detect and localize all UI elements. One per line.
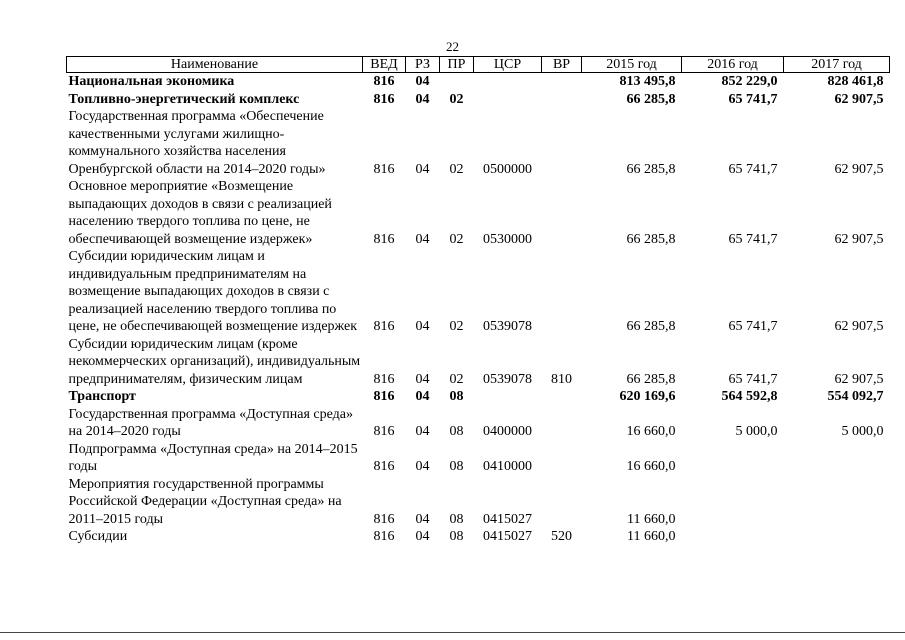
cell-csr: 0539078 [483, 319, 532, 334]
cell-vr [542, 248, 582, 336]
table-row [67, 388, 890, 406]
cell-name: Подпрограмма «Доступная среда» на 2014–2015 годы [68, 441, 358, 474]
cell-rz: 04 [415, 91, 430, 107]
cell-y2017 [784, 476, 890, 529]
cell-vr [542, 108, 582, 178]
table-row [67, 406, 890, 441]
cell-csr: 0415027 [483, 529, 532, 544]
cell-y2016: 564 592,8 [721, 389, 778, 404]
cell-rz: 04 [415, 529, 430, 544]
cell-ved: 816 [373, 529, 395, 544]
cell-y2016: 5 000,0 [735, 424, 778, 439]
cell-csr [474, 91, 542, 109]
cell-name: Государственная программа «Доступная среда» на 2014–2020 годы [68, 406, 353, 439]
cell-ved: 816 [373, 161, 395, 177]
cell-ved: 816 [373, 371, 395, 387]
cell-y2016 [682, 441, 784, 476]
cell-name: Основное мероприятие «Возмещение выпадающих доходов в связи с реализацией населению твердого топлива по цене, не обеспечивающей возмещение издержек» [68, 179, 332, 247]
table-row [67, 476, 890, 529]
cell-vr: 810 [551, 371, 572, 387]
cell-y2017 [784, 528, 890, 546]
header-csr: ЦСР [474, 57, 542, 73]
header-pr: ПР [440, 57, 474, 73]
cell-y2016: 65 741,7 [728, 91, 778, 107]
cell-ved: 816 [373, 511, 395, 527]
cell-pr: 02 [449, 161, 464, 177]
page-number: 22 [446, 39, 459, 54]
cell-pr: 02 [449, 371, 464, 387]
cell-ved: 816 [373, 319, 395, 334]
cell-ved: 816 [373, 389, 395, 404]
cell-pr: 02 [449, 91, 464, 107]
cell-csr [474, 388, 542, 406]
cell-y2016: 65 741,7 [728, 319, 778, 334]
cell-y2016 [682, 528, 784, 546]
cell-csr: 0539078 [483, 371, 532, 387]
cell-y2015: 16 660,0 [626, 424, 676, 439]
cell-rz: 04 [415, 511, 430, 527]
cell-pr [440, 73, 474, 91]
header-ved: ВЕД [363, 57, 406, 73]
cell-vr [542, 406, 582, 441]
cell-y2015: 66 285,8 [626, 319, 676, 334]
header-vr: ВР [542, 57, 582, 73]
cell-vr [542, 388, 582, 406]
cell-vr [542, 91, 582, 109]
cell-vr [542, 178, 582, 248]
header-rz: РЗ [406, 57, 440, 73]
cell-csr: 0415027 [483, 511, 532, 527]
cell-y2016: 65 741,7 [728, 371, 778, 387]
cell-y2016: 852 229,0 [721, 74, 778, 89]
cell-rz: 04 [415, 459, 430, 474]
cell-y2015: 11 660,0 [627, 511, 676, 527]
cell-y2017: 62 907,5 [834, 371, 884, 387]
cell-csr: 0500000 [483, 161, 532, 177]
cell-name: Субсидии юридическим лицам (кроме некоммерческих организаций), индивидуальным предпринимателям, физическим лицам [68, 336, 361, 387]
cell-vr [542, 476, 582, 529]
cell-vr [542, 73, 582, 91]
cell-rz: 04 [415, 231, 430, 247]
cell-pr: 02 [449, 319, 464, 334]
cell-pr: 08 [449, 459, 464, 474]
table-body [67, 73, 890, 546]
cell-rz: 04 [415, 389, 430, 404]
table-row [67, 91, 890, 109]
cell-y2017: 62 907,5 [834, 161, 884, 177]
budget-table [66, 56, 890, 546]
cell-pr: 08 [449, 389, 464, 404]
table-row [67, 178, 890, 248]
cell-y2016 [682, 476, 784, 529]
cell-y2016: 65 741,7 [728, 161, 778, 177]
cell-name: Субсидии юридическим лицам и индивидуальным предпринимателям на возмещение выпадающих доходов в связи с реализацией населению твердого топлива по цене, не обеспечивающей возмещение издержек [68, 249, 358, 334]
cell-pr: 08 [449, 511, 464, 527]
cell-name: Государственная программа «Обеспечение качественными услугами жилищно-коммунального хозяйства населения Оренбургской области на 2014–2020 годы» [68, 109, 326, 177]
cell-pr: 08 [449, 529, 464, 544]
cell-ved: 816 [373, 74, 395, 89]
header-2015: 2015 год [582, 57, 682, 73]
cell-vr [542, 441, 582, 476]
table-row [67, 248, 890, 336]
cell-name: Субсидии [68, 529, 128, 544]
table-row [67, 108, 890, 178]
cell-csr: 0400000 [483, 424, 532, 439]
cell-y2015: 66 285,8 [626, 161, 676, 177]
cell-y2015: 66 285,8 [626, 371, 676, 387]
cell-y2017: 554 092,7 [827, 389, 884, 404]
cell-y2015: 813 495,8 [619, 74, 676, 89]
cell-pr: 08 [449, 424, 464, 439]
cell-pr: 02 [449, 231, 464, 247]
cell-y2017: 828 461,8 [827, 74, 884, 89]
cell-y2015: 16 660,0 [626, 459, 676, 474]
table-row [67, 73, 890, 91]
cell-y2015: 66 285,8 [626, 231, 676, 247]
table-row [67, 441, 890, 476]
cell-name: Мероприятия государственной программы Российской Федерации «Доступная среда» на 2011–2015 годы [68, 476, 342, 527]
cell-y2017: 62 907,5 [834, 231, 884, 247]
cell-y2015: 11 660,0 [627, 529, 676, 544]
cell-y2017 [784, 441, 890, 476]
header-2017: 2017 год [784, 57, 890, 73]
cell-name: Транспорт [68, 389, 136, 404]
cell-y2016: 65 741,7 [728, 231, 778, 247]
cell-rz: 04 [415, 319, 430, 334]
table-header-row [67, 57, 890, 73]
cell-csr [474, 73, 542, 91]
cell-rz: 04 [415, 161, 430, 177]
cell-y2015: 620 169,6 [619, 389, 676, 404]
cell-rz: 04 [415, 74, 430, 89]
cell-ved: 816 [373, 231, 395, 247]
cell-y2015: 66 285,8 [626, 91, 676, 107]
cell-name: Топливно-энергетический комплекс [68, 91, 300, 107]
cell-csr: 0530000 [483, 231, 532, 247]
table-row [67, 336, 890, 389]
cell-y2017: 5 000,0 [841, 424, 884, 439]
header-2016: 2016 год [682, 57, 784, 73]
header-name: Наименование [67, 57, 363, 73]
cell-csr: 0410000 [483, 459, 532, 474]
cell-rz: 04 [415, 424, 430, 439]
bottom-divider [0, 632, 905, 633]
cell-name: Национальная экономика [68, 74, 235, 89]
cell-ved: 816 [373, 459, 395, 474]
cell-y2017: 62 907,5 [834, 319, 884, 334]
cell-rz: 04 [415, 371, 430, 387]
cell-ved: 816 [373, 424, 395, 439]
cell-vr: 520 [551, 529, 572, 544]
table-row [67, 528, 890, 546]
cell-y2017: 62 907,5 [834, 91, 884, 107]
cell-ved: 816 [373, 91, 395, 107]
